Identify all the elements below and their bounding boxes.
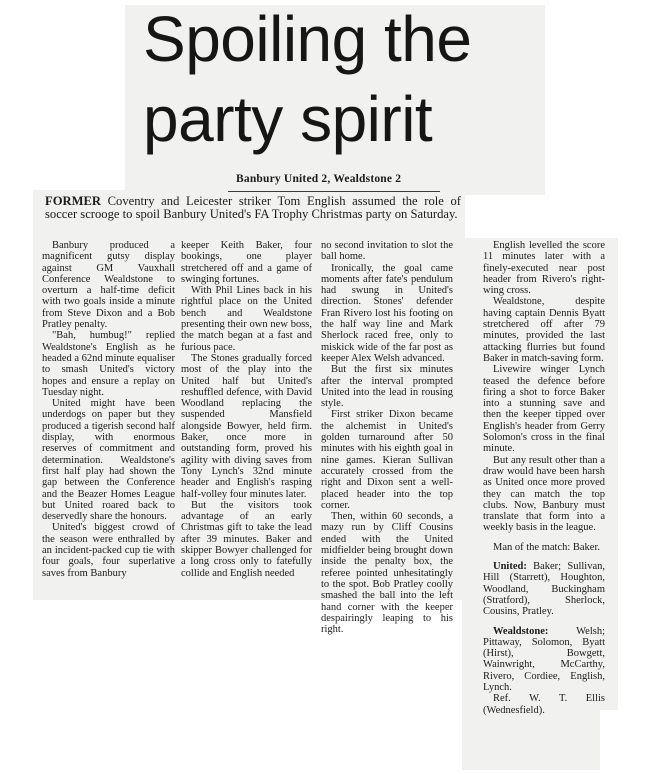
man-of-match: Man of the match: Baker.	[493, 541, 601, 553]
paragraph: keeper Keith Baker, four bookings, one player stretchered off and a game of swinging fortunes.	[181, 240, 312, 285]
paragraph: But the first six minutes after the interval prompted United into the lead in rousing style.	[321, 364, 453, 410]
united-label: United:	[493, 561, 527, 573]
paragraph: English levelled the score 11 minutes later with a finely-executed near post header from Rivero's right-wing cross.	[483, 240, 605, 297]
paragraph: Wealdstone, despite having captain Dennis Byatt stretchered off after 79 minutes, provided the last attacking flurries but found Baker in match-saving form.	[483, 296, 605, 364]
paragraph: But the visitors took advantage of an early Christmas gift to take the lead after 39 minutes. Baker and skipper Bowyer challenged for a long cross only to fatefully collide and English needed	[181, 499, 312, 579]
score-underline	[228, 191, 440, 192]
paragraph: First striker Dixon became the alchemist in United's golden turnaround after 50 minutes with his eighth goal in nine games. Kieran Sullivan accurately crossed from the right and Dixon sent a well-placed header into the top corner.	[321, 409, 453, 511]
wealdstone-players: Welsh; Pittaway, Solomon, Byatt (Hirst), Bowgett, Wainwright, McCarthy, Rivero, Cordiee, English, Lynch.	[483, 625, 605, 693]
united-lineup	[483, 561, 605, 617]
lede-first-word: FORMER	[45, 194, 101, 208]
paragraph: Ironically, the goal came moments after fate's pendulum had swung in United's direction. Stones' defender Fran Rivero lost his footing on the half way line and Mark Sherlock raced free, only to miskick wide of the far post as keeper Alex Welsh advanced.	[321, 262, 453, 364]
united-players: Baker; Sullivan, Hill (Starrett), Houghton, Woodland, Buckingham (Stratford), Sherlock, Cousins, Pratley.	[483, 561, 605, 618]
referee-line: Ref. W. T. Ellis (Wednesfield).	[483, 693, 605, 716]
article-column-3	[321, 240, 453, 635]
article-column-2	[181, 240, 312, 579]
paragraph: The Stones gradually forced most of the play into the United half but United's reshuffled defence, with David Woodland replacing the suspended Mansfield alongside Bowyer, held firm. Baker, once more in outstanding form, proved his agility with diving saves from Tony Lynch's 32nd minute header and English's rasping half-volley four minutes later.	[181, 352, 312, 500]
lede-text: Coventry and Leicester striker Tom English assumed the role of soccer scrooge to spoil Banbury United's FA Trophy Christmas party on Saturday.	[45, 194, 461, 221]
wealdstone-lineup	[483, 626, 605, 694]
paragraph: no second invitation to slot the ball home.	[321, 240, 453, 263]
article-column-1	[42, 240, 175, 579]
lede-paragraph	[45, 195, 461, 221]
paragraph: Then, within 60 seconds, a mazy run by Cliff Cousins ended with the United midfielder being brought down inside the penalty box, the referee pointed unhesitatingly to the spot. Bob Pratley coolly smashed the ball into the left hand corner with the keeper despairingly leaping to his right.	[321, 511, 453, 636]
paragraph: But any result other than a draw would have been harsh as United once more proved they can match the top clubs. Now, Banbury must translate that form into a weekly basis in the league.	[483, 454, 605, 534]
score-line: Banbury United 2, Wealdstone 2	[236, 173, 402, 185]
wealdstone-label: Wealdstone:	[493, 625, 549, 637]
headline-line-1: Spoiling the	[143, 3, 472, 75]
paragraph: United might have been underdogs on paper but they produced a tigerish second half display, with enormous reserves of commitment and determination. Wealdstone's first half play had shown the gap between the Conference and the Beazer Homes League but United roared back to deservedly share the honours.	[42, 398, 175, 523]
article-column-4	[483, 240, 605, 716]
headline-line-2: party spirit	[143, 83, 433, 155]
paragraph: With Phil Lines back in his rightful place on the United bench and Wealdstone presenting their own new boss, the match began at a fast and furious pace.	[181, 285, 312, 353]
paragraph: United's biggest crowd of the season were enthralled by an incident-packed cup tie with four goals, four superlative saves from Banbury	[42, 522, 175, 579]
paragraph: Banbury produced a magnificent gutsy display against GM Vauxhall Conference Wealdstone to overturn a half-time deficit with two goals inside a minute from Steve Dixon and a Bob Pratley penalty.	[42, 240, 175, 331]
paragraph: "Bah, humbug!" replied Wealdstone's English as he headed a 62nd minute equaliser to smash United's victory hopes and ensure a replay on Tuesday night.	[42, 330, 175, 398]
paragraph: Livewire winger Lynch teased the defence before firing a shot to force Baker into a stunning save and then the keeper tipped over English's header from Gerry Solomon's cross in the final minute.	[483, 364, 605, 455]
